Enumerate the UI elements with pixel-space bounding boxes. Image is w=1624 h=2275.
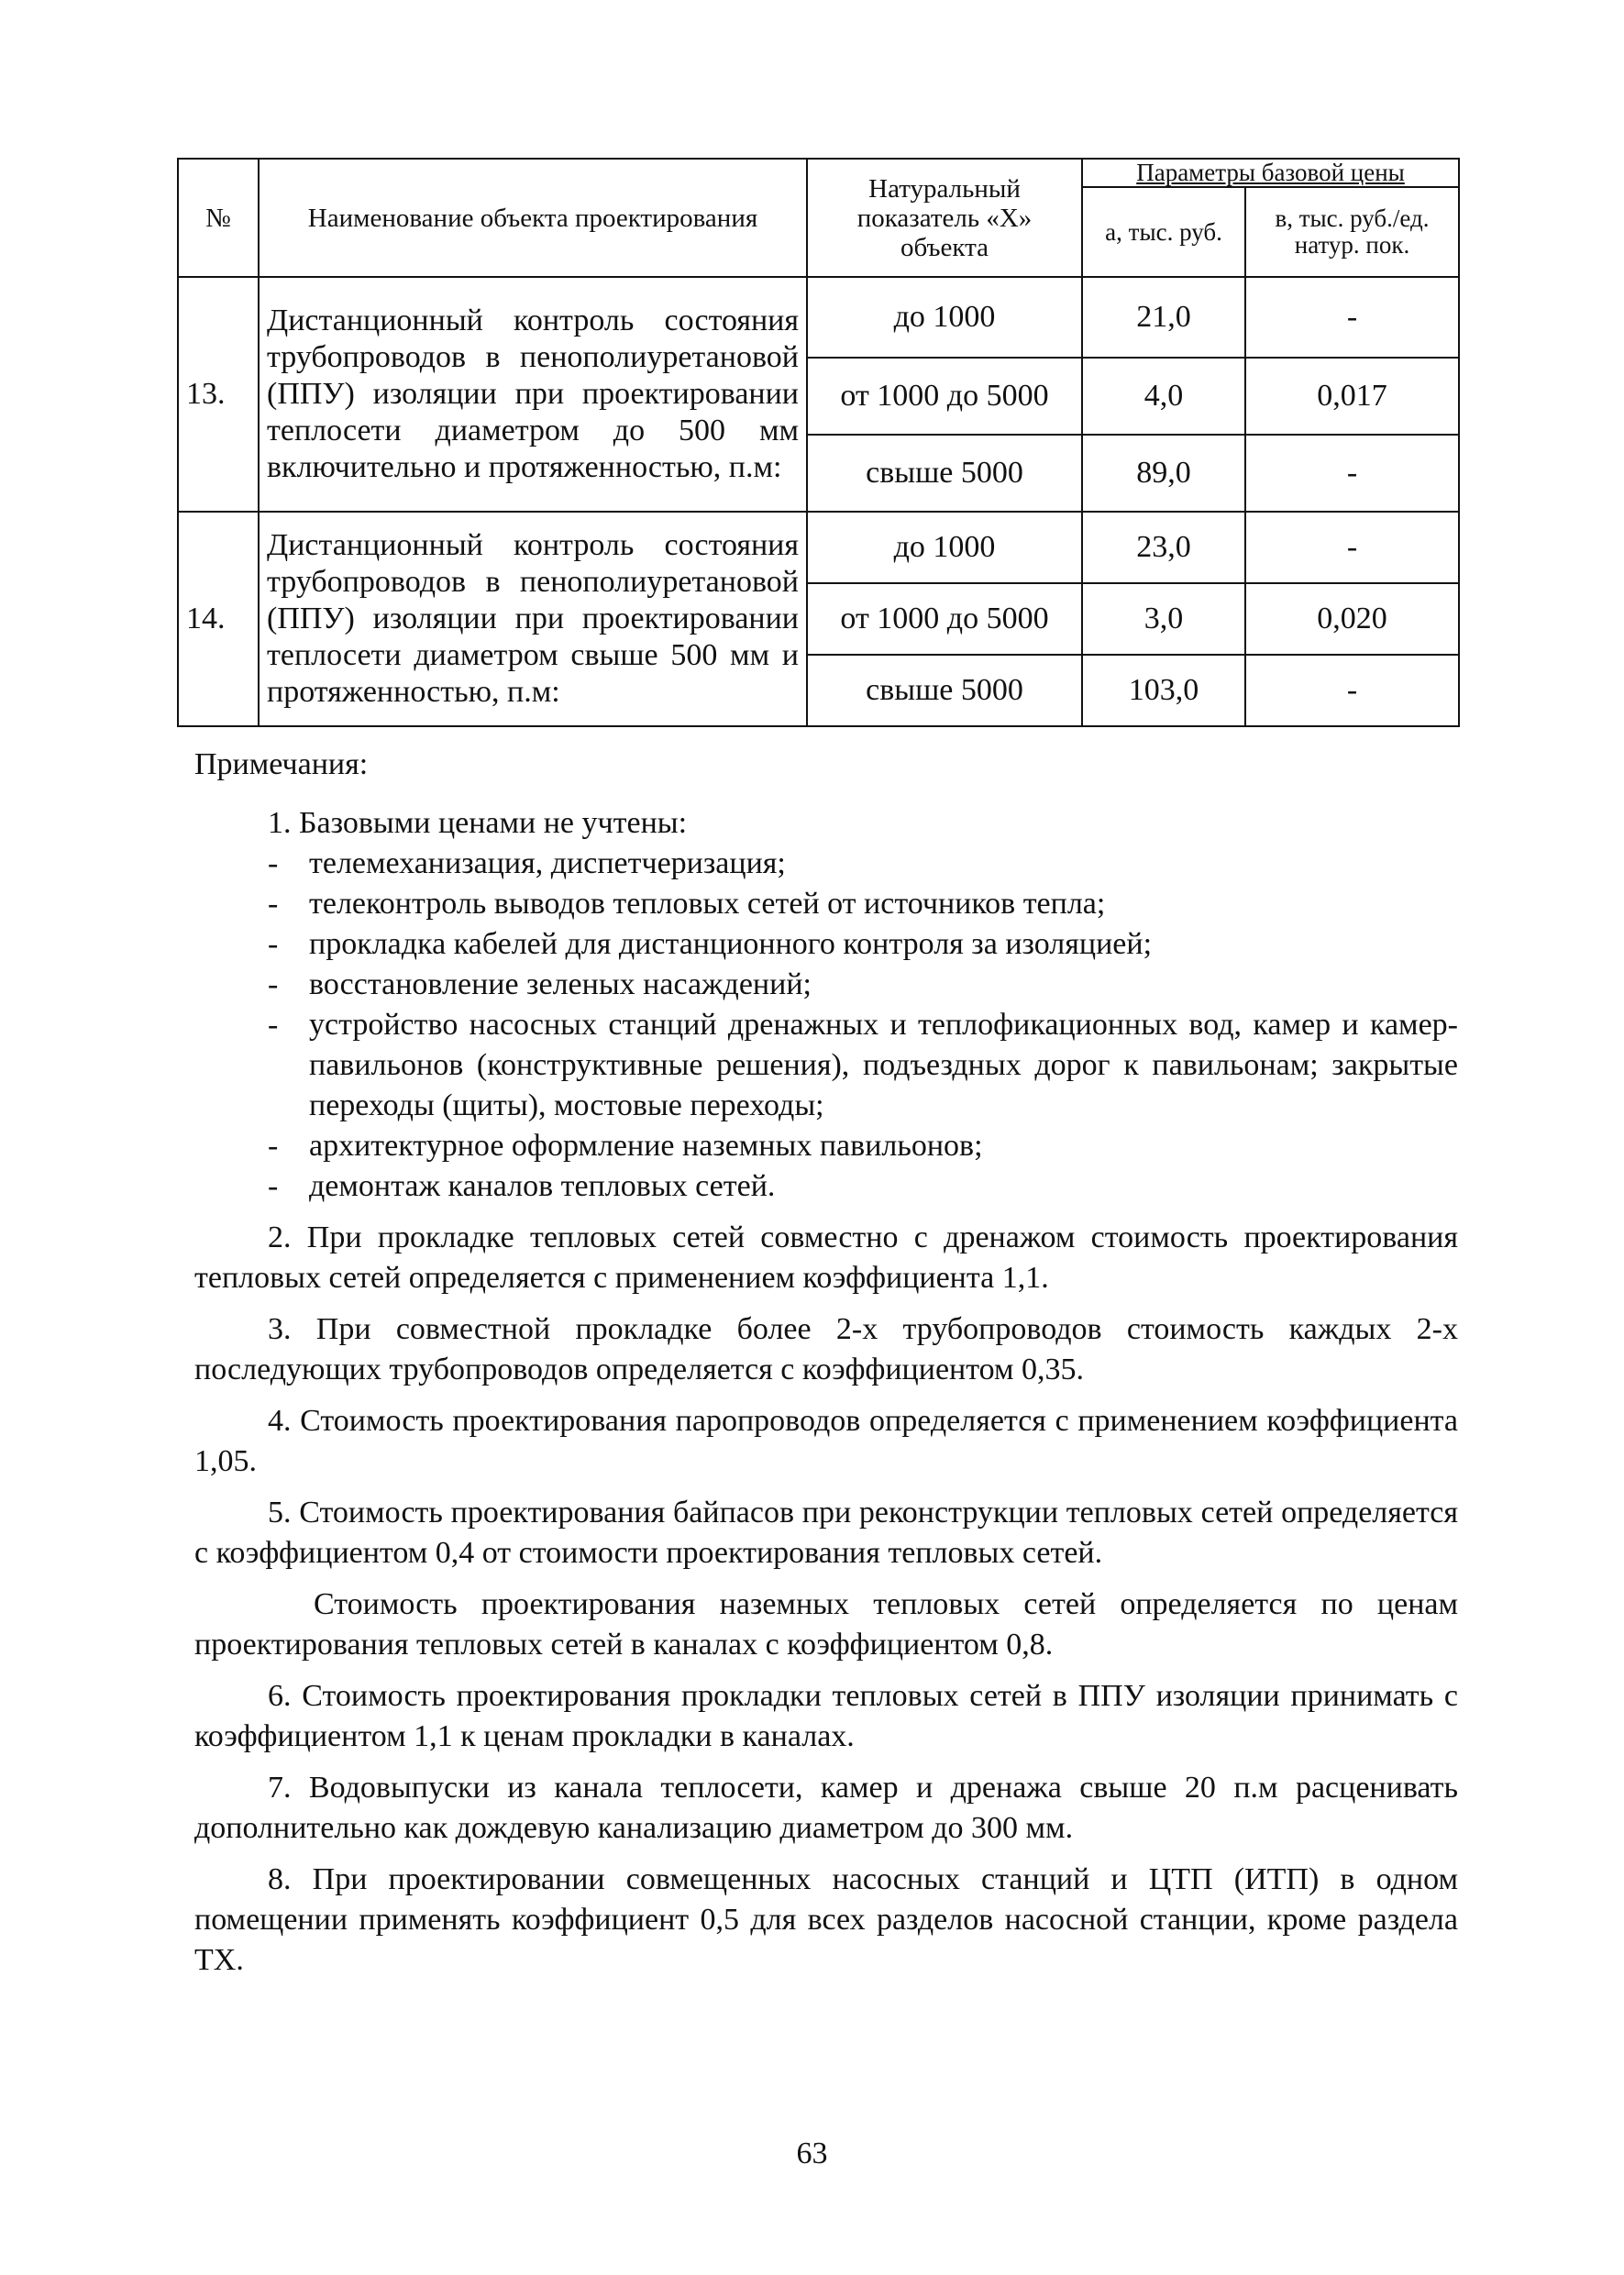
list-dash: - [268,1169,279,1203]
range-cell: от 1000 до 5000 [807,583,1082,655]
notes-title: Примечания: [194,747,369,781]
list-item-text: телемеханизация, диспетчеризация; [309,846,786,880]
list-dash: - [268,846,279,880]
range-cell: до 1000 [807,277,1082,358]
table-row [178,277,1459,358]
row-number: 13. [178,277,259,512]
row-object-name [259,277,807,512]
list-item-text: восстановление зеленых насаждений; [309,967,812,1001]
value-a-cell: 89,0 [1082,435,1245,512]
note-1-lead: 1. Базовыми ценами не учтены: [268,806,688,840]
note-8: 8. При проектировании совмещенных насосных станций и ЦТП (ИТП) в одном помещении применять коэффициент 0,5 для всех разделов насосной станции, кроме раздела ТХ. [194,1862,1458,1977]
value-b-cell: - [1245,277,1459,358]
list-item [194,924,1458,965]
value-b-cell: - [1245,435,1459,512]
note-3: 3. При совместной прокладке более 2-х трубопроводов стоимость каждых 2-х последующих трубопроводов определяется с коэффициентом 0,35. [194,1312,1458,1386]
list-dash: - [268,927,279,961]
range-cell: до 1000 [807,512,1082,583]
list-dash: - [268,1129,279,1163]
list-item-text: прокладка кабелей для дистанционного контроля за изоляцией; [309,927,1153,961]
header-price-params [1082,159,1459,187]
list-item-text: устройство насосных станций дренажных и теплофикационных вод, камер и камер-павильонов (конструктивные решения), подъездных дорог к павильонам; закрытые переходы (щиты), мостовые переходы; [309,1008,1458,1122]
notes-section [194,745,1458,1981]
value-b-cell: - [1245,655,1459,726]
header-col-b: в, тыс. руб./ед. натур. пок. [1245,187,1459,277]
list-item [194,1005,1458,1126]
list-item [194,1126,1458,1166]
list-dash: - [268,887,279,921]
value-b-cell: - [1245,512,1459,583]
header-price-params-label: Параметры базовой цены [1136,159,1405,186]
table-row [178,512,1459,583]
list-item-text: архитектурное оформление наземных павильонов; [309,1129,983,1163]
list-dash: - [268,967,279,1001]
header-number: № [178,159,259,277]
range-cell: свыше 5000 [807,655,1082,726]
header-object-name: Наименование объекта проектирования [259,159,807,277]
value-a-cell: 21,0 [1082,277,1245,358]
row-number: 14. [178,512,259,726]
list-item [194,965,1458,1005]
list-dash: - [268,1008,279,1042]
note-6: 6. Стоимость проектирования прокладки тепловых сетей в ППУ изоляции принимать с коэффициентом 1,1 к ценам прокладки в каналах. [194,1679,1458,1753]
table-header-row-1 [178,159,1459,187]
list-item [194,884,1458,924]
row-object-name-text: Дистанционный контроль состояния трубопроводов в пенополиуретановой (ППУ) изоляции при проектировании теплосети диаметром до 500 мм включительно и протяженностью, п.м: [267,304,799,484]
value-a-cell: 4,0 [1082,358,1245,435]
note-1-list [194,844,1458,1207]
list-item-text: демонтаж каналов тепловых сетей. [309,1169,776,1203]
value-a-cell: 3,0 [1082,583,1245,655]
value-a-cell: 23,0 [1082,512,1245,583]
list-item [194,1166,1458,1207]
base-price-table [177,158,1460,727]
note-4: 4. Стоимость проектирования паропроводов определяется с применением коэффициента 1,05. [194,1404,1458,1478]
range-cell: свыше 5000 [807,435,1082,512]
value-b-cell: 0,017 [1245,358,1459,435]
header-col-a: а, тыс. руб. [1082,187,1245,277]
note-2: 2. При прокладке тепловых сетей совместно с дренажом стоимость проектирования тепловых сетей определяется с применением коэффициента 1,1. [194,1220,1458,1295]
row-object-name-text: Дистанционный контроль состояния трубопроводов в пенополиуретановой (ППУ) изоляции при проектировании теплосети диаметром свыше 500 мм и протяженностью, п.м: [267,528,799,709]
list-item-text: телеконтроль выводов тепловых сетей от источников тепла; [309,887,1106,921]
value-a-cell: 103,0 [1082,655,1245,726]
note-7: 7. Водовыпуски из канала теплосети, камер и дренажа свыше 20 п.м расценивать дополнительно как дождевую канализацию диаметром до 300 мм. [194,1771,1458,1845]
list-item [194,844,1458,884]
header-indicator: Натуральный показатель «X» объекта [807,159,1082,277]
note-5-extra: Стоимость проектирования наземных тепловых сетей определяется по ценам проектирования тепловых сетей в каналах с коэффициентом 0,8. [194,1587,1458,1662]
page-number: 63 [796,2137,828,2170]
row-object-name [259,512,807,726]
note-5: 5. Стоимость проектирования байпасов при реконструкции тепловых сетей определяется с коэффициентом 0,4 от стоимости проектирования тепловых сетей. [194,1496,1458,1570]
value-b-cell: 0,020 [1245,583,1459,655]
range-cell: от 1000 до 5000 [807,358,1082,435]
